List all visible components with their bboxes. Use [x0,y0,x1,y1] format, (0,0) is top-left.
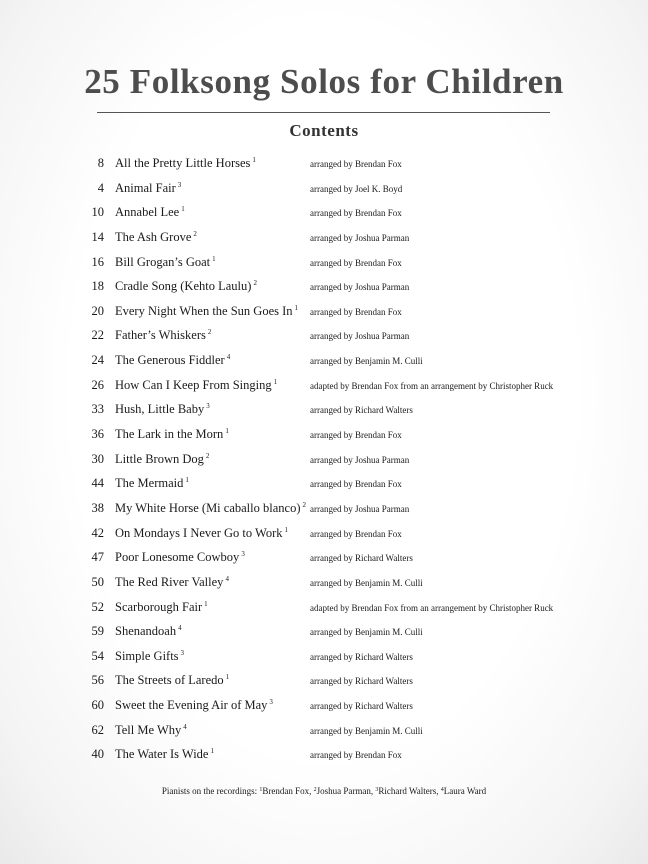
arranger-credit: arranged by Brendan Fox [310,479,402,490]
footnote-prefix: Pianists on the recordings: [161,786,260,796]
song-title-cell [115,526,288,541]
song-title-cell [115,427,229,442]
page-number: 18 [91,279,104,294]
contents-row [0,348,648,373]
song-title: Tell Me Why [115,722,182,737]
contents-row [0,545,648,570]
arranger-credit: arranged by Brendan Fox [310,306,402,317]
page-number: 36 [91,427,104,442]
contents-row [0,668,648,693]
contents-row [0,151,648,176]
contents-row [0,422,648,447]
song-title: Father’s Whiskers [115,328,206,343]
page-number: 33 [91,402,104,417]
contents-list [0,151,648,767]
song-title: The Red River Valley [115,574,224,589]
pianist-name: Brendan Fox [262,786,310,796]
pianist-footnote-marker: 2 [253,279,257,288]
pianist-footnote-marker: 1 [212,254,216,263]
arranger-credit: arranged by Brendan Fox [310,208,402,219]
pianist-name: Richard Walters [378,786,437,796]
contents-row [0,693,648,718]
song-title: Sweet the Evening Air of May [115,698,268,713]
pianist-footnote-marker: 4 [183,722,187,731]
arranger-credit: arranged by Brendan Fox [310,257,402,268]
contents-row [0,323,648,348]
song-title: Annabel Lee [115,205,180,220]
pianist-footnote-marker: 1 [273,377,278,386]
arranger-credit: arranged by Benjamin M. Culli [310,725,423,736]
pianist-footnote-marker: 2 [207,328,212,337]
arranger-credit: arranged by Brendan Fox [310,430,402,441]
song-title: Little Brown Dog [115,451,204,466]
pianist-footnote-marker: 3 [269,698,273,707]
pianist-footnote-marker: 4 [225,574,229,583]
footnote-marker: 2 [313,787,317,793]
page-number: 16 [91,254,104,269]
pianist-footnote-marker: 2 [302,500,306,509]
page-number: 50 [91,574,104,589]
page-number: 40 [91,747,104,762]
pianist-footnote-marker: 3 [241,550,245,559]
contents-row [0,644,648,669]
arranger-credit: arranged by Benjamin M. Culli [310,356,423,367]
arranger-credit: arranged by Richard Walters [310,651,413,662]
song-title: The Mermaid [115,476,184,491]
song-title-cell [115,673,229,688]
song-title-cell [115,624,182,639]
song-title-cell [115,156,256,171]
contents-row [0,718,648,743]
arranger-credit: arranged by Brendan Fox [310,528,402,539]
song-title: Every Night When the Sun Goes In [115,303,293,318]
song-title-cell [115,402,210,417]
song-title: Cradle Song (Kehto Laulu) [115,279,252,294]
song-title-cell [115,255,216,270]
contents-row [0,521,648,546]
page-number: 8 [97,156,104,170]
pianist-footnote-marker: 1 [294,303,299,312]
page-number: 10 [91,205,104,220]
song-title: Hush, Little Baby [115,402,205,417]
arranger-credit: arranged by Joshua Parman [310,232,410,243]
page-number: 54 [91,648,104,663]
arranger-credit: arranged by Brendan Fox [310,159,402,169]
arranger-credit: arranged by Richard Walters [310,553,413,564]
pianist-footnote-marker: 1 [204,599,208,608]
page-number: 24 [91,353,104,368]
song-title: On Mondays I Never Go to Work [115,525,283,540]
song-title: Bill Grogan’s Goat [115,254,211,269]
contents-row [0,496,648,521]
page-number: 60 [91,698,104,713]
song-title: Scarborough Fair [115,599,203,614]
arranger-credit: adapted by Brendan Fox from an arrangement by Christopher Ruck [310,602,554,613]
page-number: 62 [91,722,104,737]
page-number: 47 [91,550,104,565]
pianist-footnote-marker: 1 [185,476,189,485]
contents-heading: Contents [289,121,359,140]
song-title: My White Horse (Mi caballo blanco) [115,500,301,515]
song-title-cell [115,205,185,220]
song-title-cell [115,378,277,393]
song-title-cell [115,600,208,615]
arranger-credit: arranged by Benjamin M. Culli [310,627,423,638]
arranger-credit: arranged by Brendan Fox [310,750,402,761]
arranger-credit: arranged by Joshua Parman [310,331,410,342]
pianists-footnote: Pianists on the recordings: $^1$Brendan Fox, $^2$Joshua Parman, $^3$Richard Walters, $^4$Laura Ward [161,786,487,796]
arranger-credit: arranged by Benjamin M. Culli [310,577,423,588]
song-title: Animal Fair [115,180,176,195]
title-divider [97,112,550,113]
song-title-cell [115,353,230,368]
page-number: 26 [91,377,104,392]
contents-row [0,471,648,496]
song-title-cell [115,501,306,516]
page-number: 59 [91,624,104,639]
pianist-footnote-marker: 1 [181,205,185,214]
arranger-credit: arranged by Richard Walters [310,701,413,712]
footnote-marker: 3 [375,787,379,793]
pianist-footnote-marker: 1 [210,747,214,756]
song-title-cell [115,575,229,590]
song-title: Simple Gifts [115,648,179,663]
footnote-marker: 1 [259,787,263,793]
song-title: All the Pretty Little Horses [115,156,251,170]
page-number: 38 [91,500,104,515]
page-number: 42 [91,525,104,540]
pianist-footnote-marker: 2 [205,451,210,460]
page-number: 44 [91,476,104,491]
song-title-cell [115,230,197,245]
pianist-footnote-marker: 1 [252,156,256,164]
footnote-marker: 4 [440,787,444,793]
contents-row [0,447,648,472]
song-title: The Water Is Wide [115,747,209,762]
pianist-footnote-marker: 4 [178,624,182,633]
contents-row [0,619,648,644]
contents-row [0,373,648,398]
pianist-name: Joshua Parman [316,786,371,796]
arranger-credit: arranged by Richard Walters [310,405,413,416]
page-number: 14 [91,229,104,244]
contents-row [0,274,648,299]
contents-row [0,570,648,595]
contents-row [0,742,648,767]
contents-row [0,225,648,250]
pianist-footnote-marker: 1 [225,427,229,436]
arranger-credit: adapted by Brendan Fox from an arrangement by Christopher Ruck [310,380,554,391]
pianist-footnote-marker: 2 [193,229,197,238]
song-title-cell [115,698,273,713]
book-title: 25 Folksong Solos for Children [84,62,564,101]
page-number: 4 [97,180,104,195]
page-number: 30 [91,451,104,466]
page-number: 56 [91,673,104,688]
song-title: Shenandoah [115,624,177,639]
pianist-footnote-marker: 3 [206,402,210,411]
song-title: The Streets of Laredo [115,673,224,688]
pianist-footnote-marker: 4 [226,353,231,362]
contents-row [0,176,648,201]
page-number: 20 [91,303,104,318]
contents-row [0,299,648,324]
song-title-cell [115,550,245,565]
song-title-cell [115,181,181,196]
arranger-credit: arranged by Joshua Parman [310,282,410,293]
pianist-name: Laura Ward [443,786,487,796]
arranger-credit: arranged by Joel K. Boyd [310,183,403,194]
song-title: How Can I Keep From Singing [115,377,272,392]
pianist-footnote-marker: 3 [180,648,185,657]
song-title: The Generous Fiddler [115,353,225,368]
contents-row [0,200,648,225]
arranger-credit: arranged by Joshua Parman [310,503,410,514]
song-title-cell [115,747,214,762]
song-title-cell [115,476,189,491]
contents-row [0,595,648,620]
song-title: The Lark in the Morn [115,427,224,442]
pianist-footnote-marker: 1 [225,673,230,682]
page-number: 52 [91,599,104,614]
page-number: 22 [91,328,104,343]
song-title-cell [115,452,209,467]
arranger-credit: arranged by Richard Walters [310,676,413,687]
contents-row [0,250,648,275]
song-title-cell [115,304,298,319]
contents-row [0,397,648,422]
pianist-footnote-marker: 1 [284,525,288,534]
song-title-cell [115,328,211,343]
song-title: The Ash Grove [115,229,192,244]
song-title: Poor Lonesome Cowboy [115,550,240,565]
arranger-credit: arranged by Joshua Parman [310,454,410,465]
song-title-cell [115,279,257,294]
pianist-footnote-marker: 3 [177,180,182,189]
song-title-cell [115,723,187,738]
song-title-cell [115,649,184,664]
